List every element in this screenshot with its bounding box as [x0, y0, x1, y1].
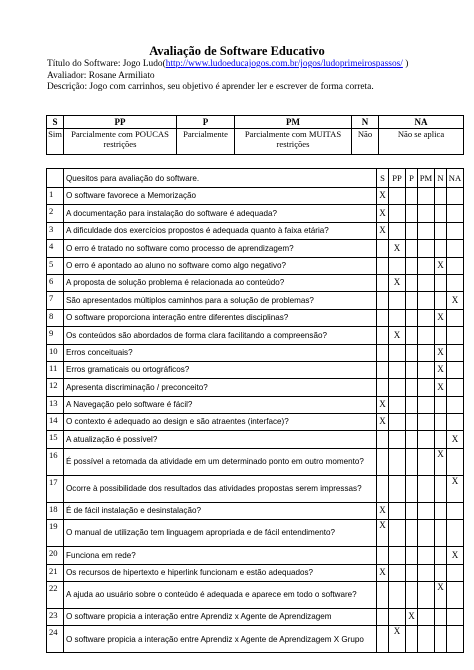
criteria-row	[47, 344, 464, 361]
evaluator-line: Avaliador: Rosane Armiliato	[47, 70, 155, 81]
answer-cell-s	[377, 547, 389, 564]
answer-cell-p	[406, 292, 418, 309]
answer-cell-na	[447, 520, 464, 547]
answer-mark-pp: X	[389, 240, 406, 257]
criteria-row	[47, 257, 464, 274]
answer-cell-na	[447, 582, 464, 609]
answer-cell-pp	[389, 188, 406, 205]
answer-cell-pm	[418, 547, 435, 564]
answer-cell-n	[435, 222, 447, 239]
answer-cell-pm	[418, 327, 435, 344]
answer-cell-pp	[389, 414, 406, 431]
answer-mark-s: X	[377, 222, 389, 239]
software-title-end: )	[402, 59, 409, 69]
answer-cell-pp	[389, 547, 406, 564]
answer-cell-p	[406, 475, 418, 502]
answer-cell-p	[406, 547, 418, 564]
answer-cell-n	[435, 292, 447, 309]
criteria-header-label: Quesitos para avaliação do software.	[64, 169, 377, 188]
answer-cell-pp	[389, 609, 406, 626]
answer-cell-pm	[418, 240, 435, 257]
criteria-row	[47, 564, 464, 581]
criteria-number: 6	[47, 274, 64, 291]
criteria-text: Erros conceituais?	[64, 344, 377, 361]
criteria-text: Os recursos de hipertexto e hiperlink funcionam e estão adequados?	[64, 564, 377, 581]
criteria-number: 14	[47, 414, 64, 431]
criteria-number: 18	[47, 502, 64, 519]
answer-cell-na	[447, 396, 464, 413]
answer-cell-s	[377, 309, 389, 326]
answer-cell-p	[406, 431, 418, 448]
evaluation-criteria-table	[46, 168, 464, 653]
answer-mark-pp: X	[389, 626, 406, 653]
answer-cell-p	[406, 626, 418, 653]
criteria-header-pp: PP	[389, 169, 406, 188]
answer-cell-s	[377, 609, 389, 626]
answer-mark-p: X	[406, 609, 418, 626]
criteria-text: O software favorece a Memorização	[64, 188, 377, 205]
answer-cell-pp	[389, 431, 406, 448]
answer-mark-s: X	[377, 414, 389, 431]
criteria-number: 5	[47, 257, 64, 274]
answer-cell-pp	[389, 448, 406, 475]
answer-cell-s	[377, 582, 389, 609]
answer-cell-pp	[389, 292, 406, 309]
answer-cell-s	[377, 344, 389, 361]
answer-mark-n: X	[435, 379, 447, 396]
criteria-row	[47, 609, 464, 626]
legend-header-pm: PM	[235, 116, 352, 129]
answer-cell-s	[377, 257, 389, 274]
answer-cell-pp	[389, 520, 406, 547]
answer-cell-pm	[418, 309, 435, 326]
criteria-text: A atualização é possível?	[64, 431, 377, 448]
criteria-text: A dificuldade dos exercícios propostos é adequada quanto à faixa etária?	[64, 222, 377, 239]
criteria-row	[47, 205, 464, 222]
answer-cell-p	[406, 502, 418, 519]
answer-mark-s: X	[377, 564, 389, 581]
criteria-text: O erro é apontado ao aluno no software como algo negativo?	[64, 257, 377, 274]
answer-cell-p	[406, 379, 418, 396]
criteria-number: 9	[47, 327, 64, 344]
answer-cell-p	[406, 396, 418, 413]
answer-cell-pm	[418, 274, 435, 291]
criteria-number: 3	[47, 222, 64, 239]
answer-cell-pm	[418, 396, 435, 413]
criteria-header-na: NA	[447, 169, 464, 188]
answer-cell-p	[406, 274, 418, 291]
answer-cell-na	[447, 309, 464, 326]
answer-cell-p	[406, 582, 418, 609]
criteria-number: 4	[47, 240, 64, 257]
answer-cell-s	[377, 240, 389, 257]
criteria-text: O contexto é adequado ao design e são atraentes (interface)?	[64, 414, 377, 431]
answer-cell-pm	[418, 222, 435, 239]
criteria-text: Erros gramaticais ou ortográficos?	[64, 361, 377, 378]
answer-cell-pm	[418, 582, 435, 609]
answer-cell-p	[406, 309, 418, 326]
answer-cell-pm	[418, 448, 435, 475]
answer-cell-p	[406, 222, 418, 239]
answer-cell-na	[447, 609, 464, 626]
answer-cell-p	[406, 240, 418, 257]
criteria-number: 2	[47, 205, 64, 222]
answer-cell-s	[377, 327, 389, 344]
answer-cell-n	[435, 431, 447, 448]
document-title: Avaliação de Software Educativo	[149, 44, 325, 58]
criteria-number: 11	[47, 361, 64, 378]
answer-mark-pp: X	[389, 274, 406, 291]
answer-cell-p	[406, 188, 418, 205]
answer-mark-n: X	[435, 448, 447, 475]
legend-value-row	[47, 129, 464, 155]
answer-cell-p	[406, 344, 418, 361]
answer-cell-n	[435, 240, 447, 257]
legend-value-pm: Parcialmente com MUITAS restrições	[235, 129, 352, 155]
software-metadata	[47, 59, 467, 94]
criteria-row	[47, 361, 464, 378]
criteria-header-row	[47, 169, 464, 188]
answer-cell-pp	[389, 502, 406, 519]
answer-cell-na	[447, 188, 464, 205]
legend-header-row	[47, 116, 464, 129]
answer-cell-p	[406, 448, 418, 475]
answer-cell-p	[406, 564, 418, 581]
answer-mark-n: X	[435, 309, 447, 326]
criteria-row	[47, 379, 464, 396]
software-title-label: Título do Software: Jogo Ludo(	[47, 59, 166, 69]
answer-cell-p	[406, 257, 418, 274]
criteria-number: 24	[47, 626, 64, 653]
criteria-header-s: S	[377, 169, 389, 188]
criteria-number: 12	[47, 379, 64, 396]
answer-cell-s	[377, 292, 389, 309]
criteria-text: A documentação para instalação do software é adequada?	[64, 205, 377, 222]
answer-cell-na	[447, 274, 464, 291]
answer-cell-n	[435, 520, 447, 547]
answer-cell-pm	[418, 564, 435, 581]
criteria-number: 20	[47, 547, 64, 564]
legend-header-p: P	[177, 116, 235, 129]
criteria-number: 7	[47, 292, 64, 309]
criteria-text: O erro é tratado no software como processo de aprendizagem?	[64, 240, 377, 257]
answer-cell-na	[447, 205, 464, 222]
legend-value-p: Parcialmente	[177, 129, 235, 155]
answer-cell-pm	[418, 520, 435, 547]
criteria-row	[47, 240, 464, 257]
answer-cell-n	[435, 396, 447, 413]
answer-cell-pm	[418, 626, 435, 653]
answer-cell-na	[447, 414, 464, 431]
answer-mark-n: X	[435, 582, 447, 609]
answer-cell-n	[435, 274, 447, 291]
answer-cell-na	[447, 257, 464, 274]
answer-cell-n	[435, 547, 447, 564]
answer-cell-pm	[418, 292, 435, 309]
answer-cell-s	[377, 431, 389, 448]
criteria-text: É de fácil instalação e desinstalação?	[64, 502, 377, 519]
legend-value-s: Sim	[47, 129, 64, 155]
answer-mark-na: X	[447, 475, 464, 502]
criteria-number: 23	[47, 609, 64, 626]
criteria-number: 8	[47, 309, 64, 326]
answer-cell-pp	[389, 344, 406, 361]
answer-cell-pp	[389, 564, 406, 581]
criteria-number: 22	[47, 582, 64, 609]
criteria-row	[47, 431, 464, 448]
legend-header-pp: PP	[64, 116, 177, 129]
criteria-row	[47, 396, 464, 413]
answer-mark-s: X	[377, 396, 389, 413]
criteria-number: 1	[47, 188, 64, 205]
answer-cell-na	[447, 240, 464, 257]
answer-mark-s: X	[377, 502, 389, 519]
software-link[interactable]: http://www.ludoeducajogos.com.br/jogos/ludoprimeirospassos/	[165, 59, 403, 69]
answer-mark-s: X	[377, 188, 389, 205]
answer-cell-s	[377, 448, 389, 475]
answer-cell-n	[435, 188, 447, 205]
criteria-number: 21	[47, 564, 64, 581]
criteria-text: Os conteúdos são abordados de forma clara facilitando a compreensão?	[64, 327, 377, 344]
criteria-text: Funciona em rede?	[64, 547, 377, 564]
criteria-row	[47, 274, 464, 291]
answer-cell-pm	[418, 257, 435, 274]
criteria-text: São apresentados múltiplos caminhos para a solução de problemas?	[64, 292, 377, 309]
criteria-text: O software propicia a interação entre Aprendiz x Agente de Aprendizagem	[64, 609, 377, 626]
answer-cell-na	[447, 379, 464, 396]
answer-cell-pp	[389, 257, 406, 274]
criteria-header-pm: PM	[418, 169, 435, 188]
answer-cell-pp	[389, 379, 406, 396]
answer-cell-pp	[389, 475, 406, 502]
criteria-row	[47, 188, 464, 205]
answer-cell-na	[447, 327, 464, 344]
answer-mark-na: X	[447, 292, 464, 309]
answer-cell-pm	[418, 475, 435, 502]
criteria-number: 16	[47, 448, 64, 475]
criteria-row	[47, 547, 464, 564]
answer-cell-pm	[418, 188, 435, 205]
rating-legend-table	[46, 115, 464, 155]
answer-cell-pp	[389, 361, 406, 378]
criteria-text: Ocorre à possibilidade dos resultados das atividades propostas serem impressas?	[64, 475, 377, 502]
criteria-row	[47, 222, 464, 239]
criteria-row	[47, 292, 464, 309]
legend-header-na: NA	[379, 116, 464, 129]
answer-cell-pm	[418, 431, 435, 448]
answer-cell-n	[435, 626, 447, 653]
answer-cell-pm	[418, 379, 435, 396]
answer-cell-n	[435, 502, 447, 519]
answer-mark-pp: X	[389, 327, 406, 344]
criteria-number: 15	[47, 431, 64, 448]
criteria-row	[47, 502, 464, 519]
answer-mark-s: X	[377, 520, 389, 547]
answer-cell-pp	[389, 205, 406, 222]
answer-cell-pp	[389, 222, 406, 239]
answer-cell-pm	[418, 344, 435, 361]
answer-mark-n: X	[435, 257, 447, 274]
answer-cell-na	[447, 564, 464, 581]
answer-cell-na	[447, 448, 464, 475]
criteria-text: O manual de utilização tem linguagem apropriada e de fácil entendimento?	[64, 520, 377, 547]
criteria-row	[47, 309, 464, 326]
answer-cell-s	[377, 475, 389, 502]
criteria-text: O software proporciona interação entre diferentes disciplinas?	[64, 309, 377, 326]
answer-cell-pm	[418, 609, 435, 626]
answer-cell-na	[447, 626, 464, 653]
answer-cell-pm	[418, 361, 435, 378]
criteria-row	[47, 520, 464, 547]
answer-cell-pp	[389, 396, 406, 413]
answer-cell-p	[406, 327, 418, 344]
answer-cell-n	[435, 609, 447, 626]
answer-cell-n	[435, 564, 447, 581]
answer-mark-s: X	[377, 205, 389, 222]
criteria-header-p: P	[406, 169, 418, 188]
answer-cell-s	[377, 274, 389, 291]
answer-cell-p	[406, 414, 418, 431]
answer-cell-na	[447, 361, 464, 378]
answer-cell-n	[435, 205, 447, 222]
legend-value-n: Não	[352, 129, 379, 155]
answer-mark-na: X	[447, 547, 464, 564]
answer-cell-p	[406, 205, 418, 222]
answer-cell-na	[447, 502, 464, 519]
criteria-text: A ajuda ao usuário sobre o conteúdo é adequada e aparece em todo o software?	[64, 582, 377, 609]
criteria-number: 19	[47, 520, 64, 547]
answer-cell-n	[435, 414, 447, 431]
answer-cell-pp	[389, 309, 406, 326]
criteria-row	[47, 327, 464, 344]
legend-value-na: Não se aplica	[379, 129, 464, 155]
answer-cell-na	[447, 344, 464, 361]
criteria-row	[47, 582, 464, 609]
answer-cell-n	[435, 327, 447, 344]
criteria-number: 10	[47, 344, 64, 361]
legend-header-n: N	[352, 116, 379, 129]
answer-cell-n	[435, 475, 447, 502]
answer-cell-pm	[418, 502, 435, 519]
criteria-header-number	[47, 169, 64, 188]
criteria-text: Apresenta discriminação / preconceito?	[64, 379, 377, 396]
criteria-text: É possível a retomada da atividade em um determinado ponto em outro momento?	[64, 448, 377, 475]
answer-cell-pm	[418, 205, 435, 222]
answer-cell-p	[406, 361, 418, 378]
criteria-row	[47, 626, 464, 653]
criteria-header-n: N	[435, 169, 447, 188]
answer-cell-pm	[418, 414, 435, 431]
answer-cell-p	[406, 520, 418, 547]
answer-mark-n: X	[435, 361, 447, 378]
criteria-row	[47, 414, 464, 431]
answer-cell-s	[377, 361, 389, 378]
criteria-row	[47, 448, 464, 475]
answer-cell-na	[447, 222, 464, 239]
criteria-row	[47, 475, 464, 502]
answer-mark-n: X	[435, 344, 447, 361]
software-title-line	[47, 59, 467, 71]
answer-cell-s	[377, 379, 389, 396]
criteria-text: A proposta de solução problema é relacionada ao conteúdo?	[64, 274, 377, 291]
criteria-text: A Navegação pelo software é fácil?	[64, 396, 377, 413]
answer-mark-na: X	[447, 431, 464, 448]
legend-value-pp: Parcialmente com POUCAS restrições	[64, 129, 177, 155]
answer-cell-s	[377, 626, 389, 653]
description-line: Descrição: Jogo com carrinhos, seu objetivo é aprender ler e escrever de forma correta.	[47, 82, 374, 93]
criteria-text: O software propicia a interação entre Aprendiz x Agente de Aprendizagem X Grupo	[64, 626, 377, 653]
criteria-number: 13	[47, 396, 64, 413]
answer-cell-pp	[389, 582, 406, 609]
criteria-number: 17	[47, 475, 64, 502]
legend-header-s: S	[47, 116, 64, 129]
